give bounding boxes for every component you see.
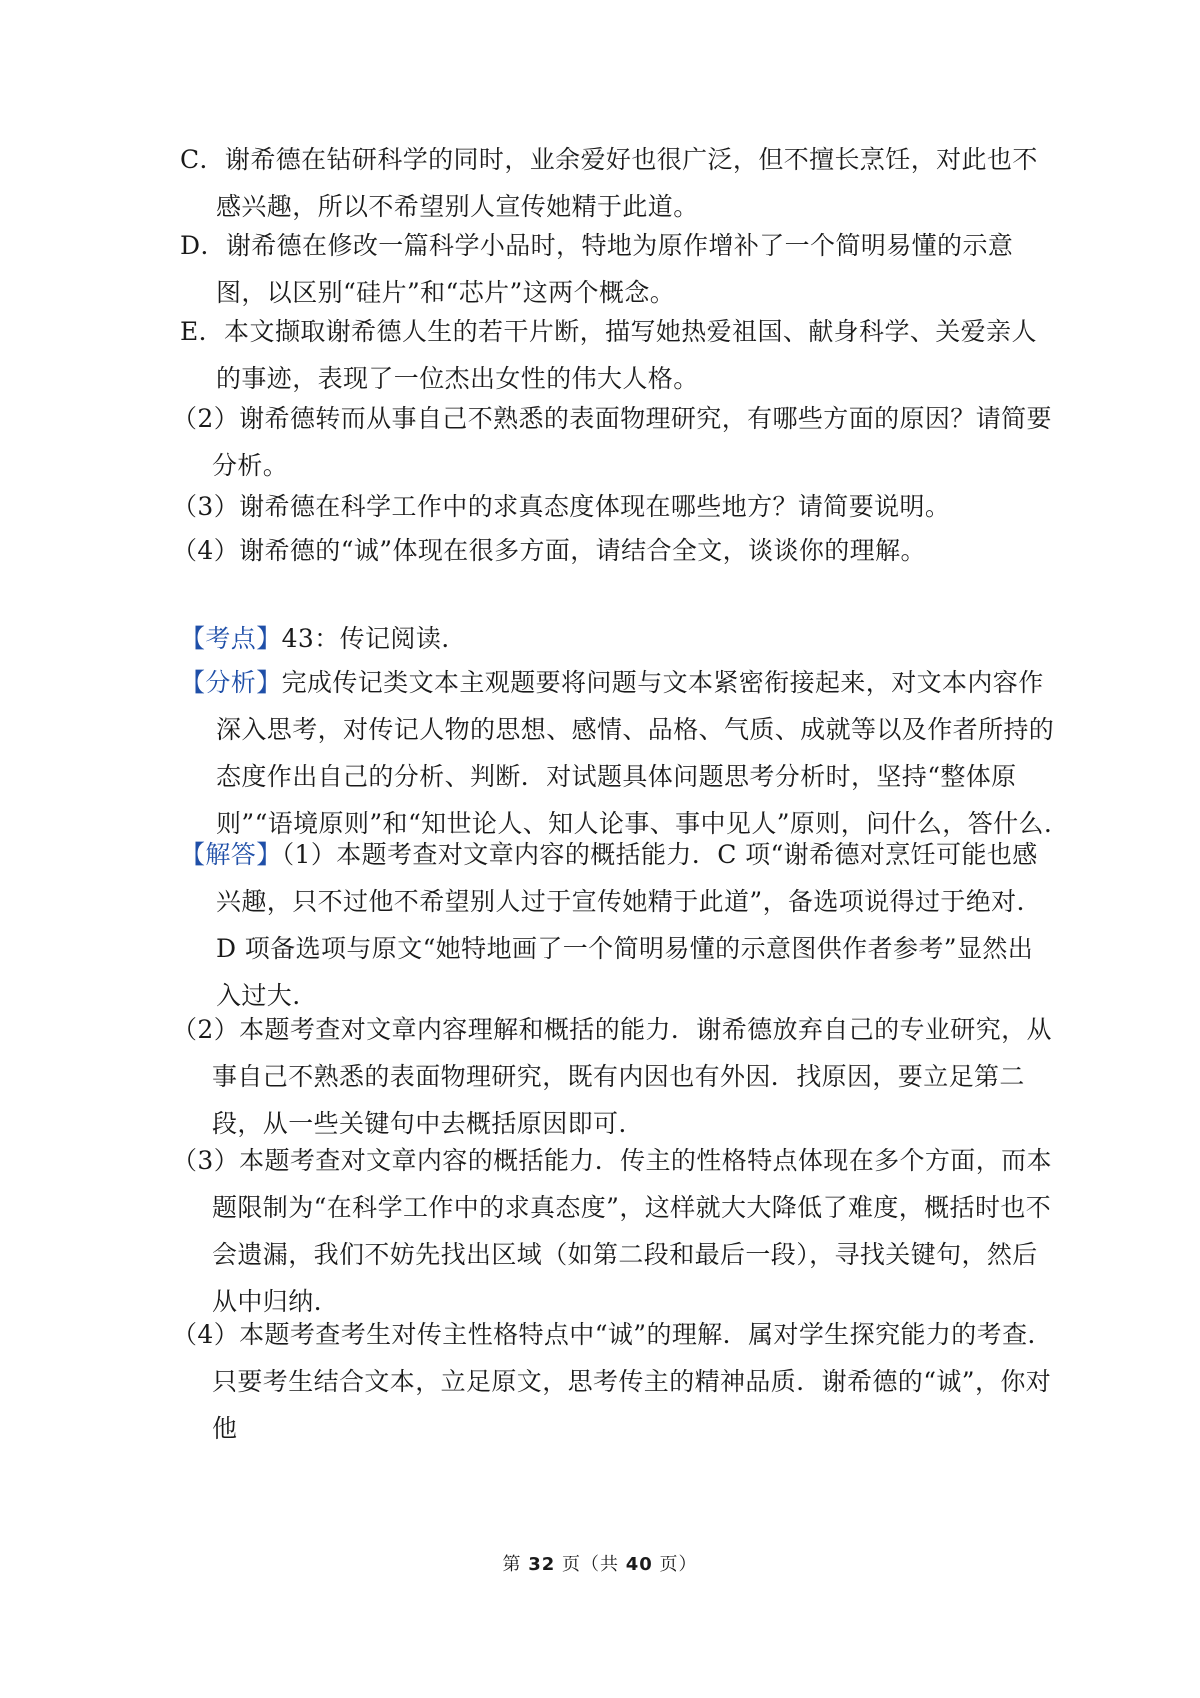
answer-2: （2）本题考查对文章内容理解和概括的能力．谢希德放弃自己的专业研究，从事自己不熟悉的表面物理研究，既有内因也有外因．找原因，要立足第二段，从一些关键句中去概括原因即可.	[172, 1015, 1052, 1138]
footer-mid: 页（共	[562, 1554, 619, 1575]
kaodian-text: 43：传记阅读.	[281, 624, 450, 653]
option-d: D．谢希德在修改一篇科学小品时，特地为原作增补了一个简明易懂的示意图，以区别“硅片”和“芯片”这两个概念。	[180, 231, 1014, 307]
option-c: C．谢希德在钻研科学的同时，业余爱好也很广泛，但不擅长烹饪，对此也不感兴趣，所以不希望别人宣传她精于此道。	[180, 145, 1038, 221]
footer-page-number: 32	[528, 1554, 556, 1575]
question-4: （4）谢希德的“诚”体现在很多方面，请结合全文，谈谈你的理解。	[172, 536, 926, 565]
footer-prefix: 第	[502, 1554, 522, 1575]
answer-3: （3）本题考查对文章内容的概括能力．传主的性格特点体现在多个方面，而本题限制为“在科学工作中的求真态度”，这样就大大降低了难度，概括时也不会遗漏，我们不妨先找出区域（如第二段和最后一段），寻找关键句，然后从中归纳.	[172, 1146, 1052, 1316]
kaodian-tag: 【考点】	[180, 624, 282, 653]
answer-4: （4）本题考查考生对传主性格特点中“诚”的理解．属对学生探究能力的考查．只要考生结合文本，立足原文，思考传主的精神品质．谢希德的“诚”，你对他	[172, 1320, 1053, 1443]
page-footer	[0, 1550, 1200, 1576]
fenxi-tag: 【分析】	[180, 668, 282, 697]
footer-suffix: 页）	[659, 1554, 698, 1575]
option-e: E．本文撷取谢希德人生的若干片断，描写她热爱祖国、献身科学、关爱亲人的事迹，表现了一位杰出女性的伟大人格。	[180, 317, 1037, 393]
jieda-tag: 【解答】	[180, 840, 282, 869]
fenxi-text: 完成传记类文本主观题要将问题与文本紧密衔接起来，对文本内容作深入思考，对传记人物的思想、感情、品格、气质、成就等以及作者所持的态度作出自己的分析、判断．对试题具体问题思考分析时，坚持“整体原则”“语境原则”和“知世论人、知人论事、事中见人”原则，问什么，答什么.	[216, 668, 1055, 838]
answer-1: （1）本题考查对文章内容的概括能力．C 项“谢希德对烹饪可能也感兴趣，只不过他不希望别人过于宣传她精于此道”，备选项说得过于绝对．D 项备选项与原文“她特地画了一个简明易懂的示意图供作者参考”显然出入过大.	[216, 840, 1042, 1010]
question-3: （3）谢希德在科学工作中的求真态度体现在哪些地方？请简要说明。	[172, 492, 951, 521]
jieda-section	[180, 831, 1056, 1019]
kaodian-section	[180, 615, 1020, 662]
question-2: （2）谢希德转而从事自己不熟悉的表面物理研究，有哪些方面的原因？请简要分析。	[172, 404, 1052, 480]
footer-total-pages: 40	[625, 1554, 653, 1575]
fenxi-section	[180, 659, 1056, 847]
